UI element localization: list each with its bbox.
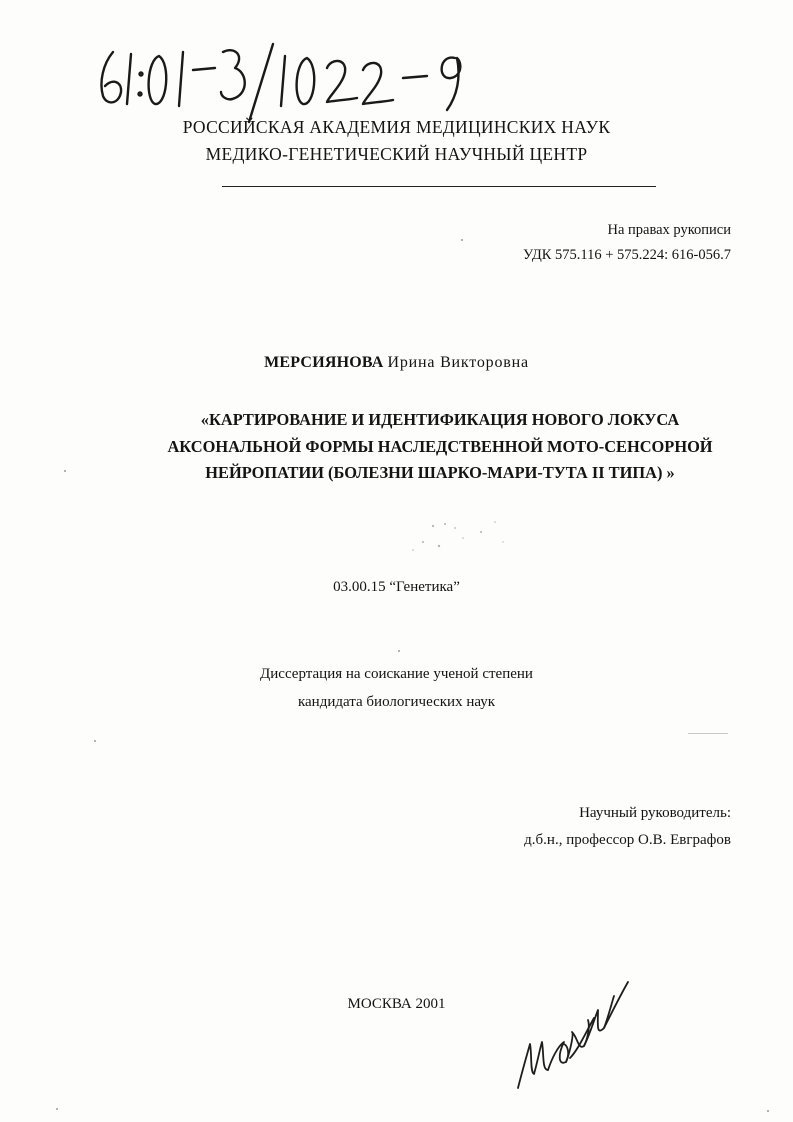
signature (508, 962, 658, 1102)
scan-speck (461, 239, 463, 241)
manuscript-rights: На правах рукописи (607, 222, 731, 238)
supervisor-name: д.б.н., профессор О.В. Евграфов (524, 832, 731, 848)
title-line: АКСОНАЛЬНОЙ ФОРМЫ НАСЛЕДСТВЕННОЙ МОТО-СЕНСОРНОЙ (167, 436, 713, 456)
scan-speck (94, 740, 96, 742)
scan-artifact (393, 512, 523, 560)
supervisor-block (524, 800, 731, 854)
institution-block (0, 114, 793, 168)
scan-speck (398, 650, 400, 652)
udc-code: УДК 575.116 + 575.224: 616-056.7 (523, 247, 731, 263)
degree-line: Диссертация на соискание ученой степени (260, 666, 533, 682)
handwritten-code (95, 34, 515, 124)
supervisor-label: Научный руководитель: (579, 805, 731, 821)
specialty-code: 03.00.15 “Генетика” (333, 579, 460, 595)
dissertation-title (160, 407, 720, 487)
degree-line: кандидата биологических наук (297, 694, 496, 710)
scan-speck (56, 1108, 58, 1110)
scan-speck (64, 470, 66, 472)
city-year: МОСКВА 2001 (347, 996, 446, 1012)
title-line: «КАРТИРОВАНИЕ И ИДЕНТИФИКАЦИЯ НОВОГО ЛОКУСА (200, 410, 680, 429)
institution-academy: РОССИЙСКАЯ АКАДЕМИЯ МЕДИЦИНСКИХ НАУК (182, 117, 611, 137)
author-line (0, 354, 793, 372)
institution-center: МЕДИКО-ГЕНЕТИЧЕСКИЙ НАУЧНЫЙ ЦЕНТР (205, 144, 588, 164)
degree-block (0, 660, 793, 716)
header-divider (222, 186, 656, 187)
title-line: НЕЙРОПАТИИ (БОЛЕЗНИ ШАРКО-МАРИ-ТУТА II ТИПА) » (205, 463, 675, 482)
author-surname: МЕРСИЯНОВА (264, 354, 384, 371)
scan-speck (767, 1110, 769, 1112)
scan-artifact (688, 733, 728, 734)
rights-block (523, 218, 731, 268)
author-given-names: Ирина Викторовна (387, 354, 529, 371)
